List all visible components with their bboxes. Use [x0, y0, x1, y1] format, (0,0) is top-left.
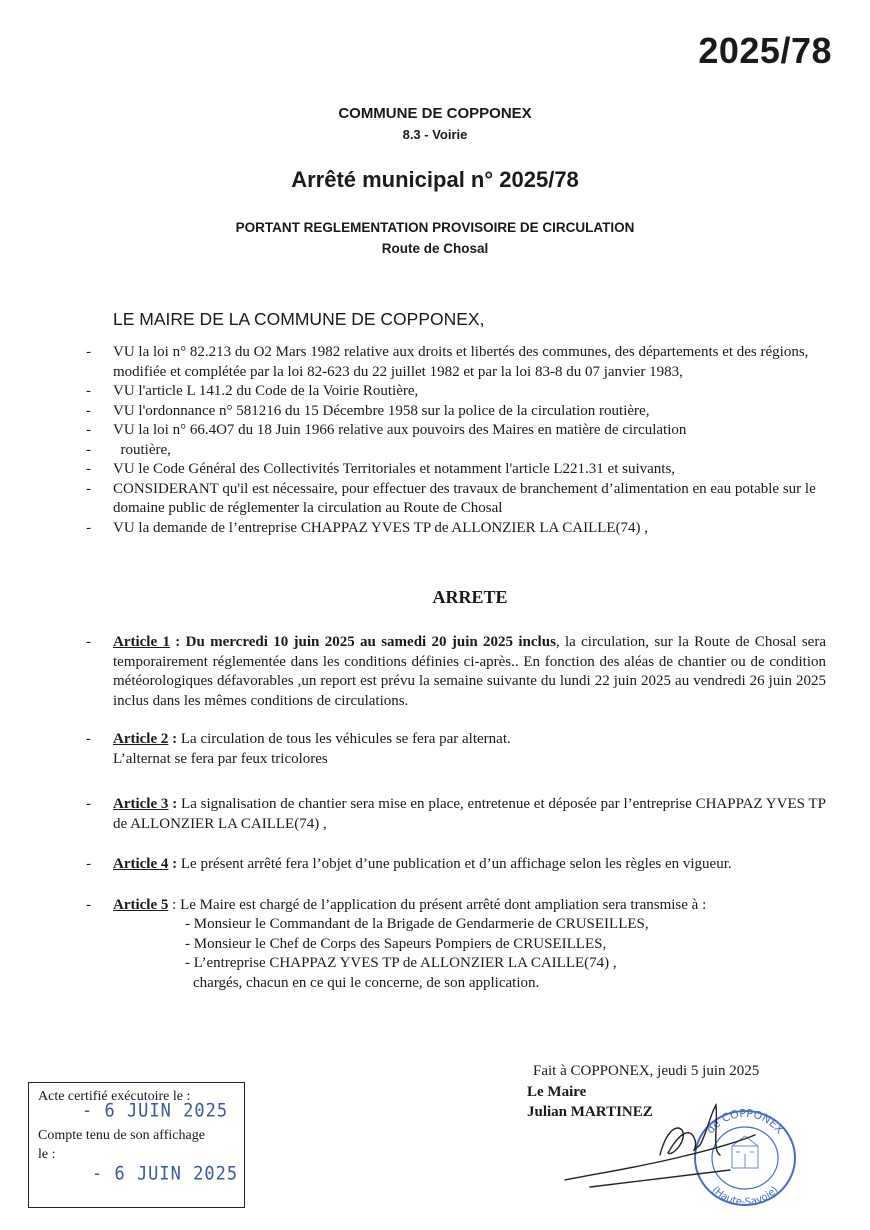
article-1-label: Article 1 [113, 634, 170, 650]
section-label: 8.3 - Voirie [402, 127, 468, 142]
recipient-item: - Monsieur le Chef de Corps des Sapeurs Pompiers de CRUSEILLES, [185, 935, 607, 952]
maire-heading: LE MAIRE DE LA COMMUNE DE COPPONEX, [113, 309, 485, 329]
handwritten-signature [560, 1095, 760, 1195]
considerant-item: - VU l'ordonnance n° 581216 du 15 Décembre 1958 sur la police de la circulation routière, [86, 402, 650, 419]
document-subtitle: PORTANT REGLEMENTATION PROVISOIRE DE CIRCULATION [235, 220, 635, 235]
article-2-text: La circulation de tous les véhicules se fera par alternat. [180, 731, 511, 747]
considerant-item: - VU le Code Général des Collectivités Territoriales et notamment l'article L221.31 et suivants, [86, 461, 676, 477]
article-2: - Article 2 : La circulation de tous les véhicules se fera par alternat. L’alternat se fera par feux tricolores [86, 731, 511, 767]
recipient-item: - Monsieur le Commandant de la Brigade de Gendarmerie de CRUSEILLES, [185, 916, 649, 932]
article-3: - Article 3 : La signalisation de chantier sera mise en place, entretenue et déposée par l’entreprise CHAPPAZ YVES TP de ALLONZIER LA CAILLE(74) , [86, 796, 826, 832]
article-4-text: Le présent arrêté fera l’objet d’une publication et d’un affichage selon les règles en vigueur. [180, 856, 732, 872]
considerant-item: - VU la demande de l’entreprise CHAPPAZ YVES TP de ALLONZIER LA CAILLE(74) , [86, 519, 649, 536]
seal-top-text: de COPPONEX [703, 1108, 787, 1137]
certification-label: Acte certifié exécutoire le : [38, 1089, 191, 1104]
reference-number: 2025/78 [698, 30, 832, 71]
seal-bottom-text: (Haute-Savoie) [709, 1184, 781, 1208]
article-5-text: Le Maire est chargé de l’application du présent arrêté dont ampliation sera transmise à : [180, 896, 707, 913]
article-5: - Article 5 : Le Maire est chargé de l’application du présent arrêté dont ampliation sera transmise à : - Monsieur le Commandant de la Brigade de Gendarmerie de CRUSEILLES, - Monsieur le Chef de Corps des Sapeurs Pompiers de CRUSEILLES, - L’entreprise CHAPPAZ YVES TP de ALLONZIER LA CAILLE(74) , chargés, chacun en ce qui le concerne, de son application. [86, 896, 826, 994]
articles-list [86, 633, 826, 993]
date-stamp: - 6 JUIN 2025 [92, 1162, 239, 1186]
considerant-item: - CONSIDERANT qu'il est nécessaire, pour effectuer des travaux de branchement d’alimentation en eau potable sur le domaine public de réglementer la circulation au Route de Chosal [86, 480, 816, 516]
considerant-item: - VU la loi n° 82.213 du O2 Mars 1982 relative aux droits et libertés des communes, des départements et des régions, modifiée et complétée par la loi 82-623 du 22 juillet 1982 et par la loi 83-8 du 07 janvier 1983, [86, 344, 809, 380]
display-label: Compte tenu de son affichage [38, 1128, 205, 1143]
article-2-text2: L’alternat se fera par feux tricolores [113, 750, 328, 767]
article-2-label: Article 2 [113, 731, 169, 747]
display-label-date: le : [38, 1147, 56, 1162]
article-1: - Article 1 : Du mercredi 10 juin 2025 au samedi 20 juin 2025 inclus, la circulation, sur la Route de Chosal sera temporairement réglementée dans les conditions définies ci-après.. En fonction des aléas de chantier ou de condition météorologiques défavorables ,un report est prévu la semaine suivante du lundi 22 juin 2025 au vendredi 26 juin 2025 inclus dans les mêmes conditions de circulations. [86, 634, 826, 709]
date-stamp: - 6 JUIN 2025 [82, 1099, 229, 1123]
considerant-item: - VU l'article L 141.2 du Code de la Voirie Routière, [86, 383, 419, 399]
road-name: Route de Chosal [381, 241, 489, 256]
commune-name: COMMUNE DE COPPONEX [338, 105, 532, 122]
place-and-date: Fait à COPPONEX, jeudi 5 juin 2025 [533, 1063, 760, 1079]
article-4-label: Article 4 [113, 856, 169, 872]
signatory-name: Julian MARTINEZ [527, 1104, 653, 1120]
article-4: - Article 4 : Le présent arrêté fera l’objet d’une publication et d’un affichage selon les règles en vigueur. [86, 856, 732, 872]
article-5-closing: chargés, chacun en ce qui le concerne, de son application. [193, 974, 540, 991]
considerant-item: - VU la loi n° 66.4O7 du 18 Juin 1966 relative aux pouvoirs des Maires en matière de circulation [86, 422, 687, 438]
article-1-text: , la circulation, sur la Route de Chosal sera temporairement réglementée dans les conditions définies ci-après.. En fonction des aléas de chantier ou de condition météorologiques défavorables ,un report est prévu la semaine suivante du lundi 22 juin 2025 au vendredi 26 juin 2025 inclus dans les mêmes conditions de circulations. [113, 634, 826, 709]
article-5-label: Article 5 [113, 896, 169, 913]
article-3-text: La signalisation de chantier sera mise en place, entretenue et déposée par l’entreprise CHAPPAZ YVES TP de ALLONZIER LA CAILLE(74) , [113, 796, 826, 832]
arrete-heading: ARRETE [432, 587, 508, 607]
article-3-label: Article 3 [113, 796, 169, 812]
document-title: Arrêté municipal n° 2025/78 [291, 167, 579, 192]
recipient-item: - L’entreprise CHAPPAZ YVES TP de ALLONZIER LA CAILLE(74) , [185, 955, 617, 971]
considerants-list [86, 343, 826, 538]
signatory-role: Le Maire [527, 1084, 587, 1100]
article-1-dates: : Du mercredi 10 juin 2025 au samedi 20 juin 2025 inclus [169, 634, 556, 650]
considerant-item: - routière, [86, 441, 171, 458]
